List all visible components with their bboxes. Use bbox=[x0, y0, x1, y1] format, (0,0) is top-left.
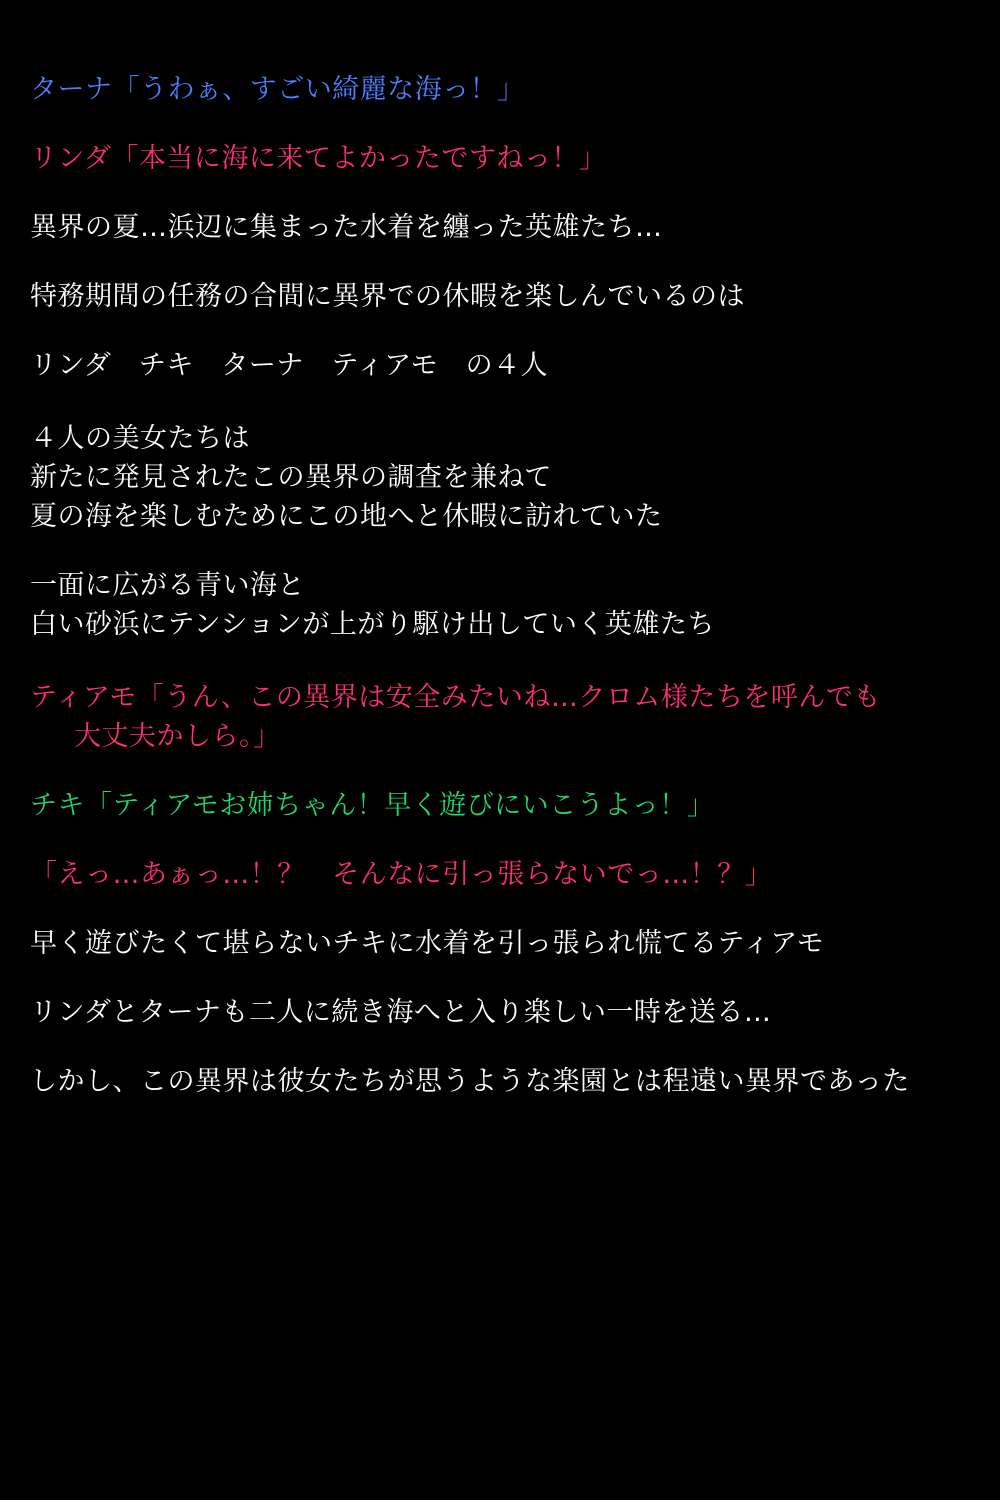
line-text: ティアモ「うん、この異界は安全みたいね…クロム様たちを呼んでも bbox=[30, 682, 881, 713]
narration-paragraph-members bbox=[30, 419, 970, 536]
line-text: 早く遊びたくて堪らないチキに水着を引っ張られ慌てるティアモ bbox=[30, 928, 825, 959]
narration-line-6 bbox=[30, 1062, 970, 1101]
line-text: 特務期間の任務の合間に異界での休暇を楽しんでいるのは bbox=[30, 281, 745, 312]
line-text: ４人の美女たちは bbox=[30, 423, 250, 454]
line-text: リンダ チキ ターナ ティアモ の４人 bbox=[30, 350, 549, 381]
line-text: リンダとターナも二人に続き海へと入り楽しい一時を送る… bbox=[30, 997, 772, 1028]
narration-line-1 bbox=[30, 208, 970, 247]
line-text: 一面に広がる青い海と bbox=[30, 570, 305, 601]
narration-line-3 bbox=[30, 346, 970, 385]
dialogue-line-chiki bbox=[30, 786, 970, 825]
narration-line-4 bbox=[30, 924, 970, 963]
line-text: リンダ「本当に海に来てよかったですねっ！」 bbox=[30, 143, 607, 174]
dialogue-line-tiamo bbox=[30, 678, 970, 756]
line-text-continued: 大丈夫かしら。」 bbox=[74, 721, 281, 752]
dialogue-line-taana bbox=[30, 70, 970, 109]
dialogue-line-linda bbox=[30, 139, 970, 178]
narration-line-2 bbox=[30, 277, 970, 316]
line-text: 「えっ…あぁっ…！？ そんなに引っ張らないでっ…！？」 bbox=[30, 859, 773, 890]
line-text: 夏の海を楽しむためにこの地へと休暇に訪れていた bbox=[30, 501, 663, 532]
line-text: 新たに発見されたこの異界の調査を兼ねて bbox=[30, 462, 552, 493]
line-text: チキ「ティアモお姉ちゃん！早く遊びにいこうよっ！」 bbox=[30, 790, 715, 821]
narration-line-5 bbox=[30, 993, 970, 1032]
line-text: ターナ「うわぁ、すごい綺麗な海っ！」 bbox=[30, 74, 525, 105]
narration-paragraph-beach bbox=[30, 566, 970, 644]
line-text: 白い砂浜にテンションが上がり駆け出していく英雄たち bbox=[30, 609, 715, 640]
line-text: しかし、この異界は彼女たちが思うような楽園とは程遠い異界であった bbox=[30, 1066, 910, 1097]
dialogue-line-shout bbox=[30, 855, 970, 894]
line-text: 異界の夏…浜辺に集まった水着を纏った英雄たち… bbox=[30, 212, 663, 243]
